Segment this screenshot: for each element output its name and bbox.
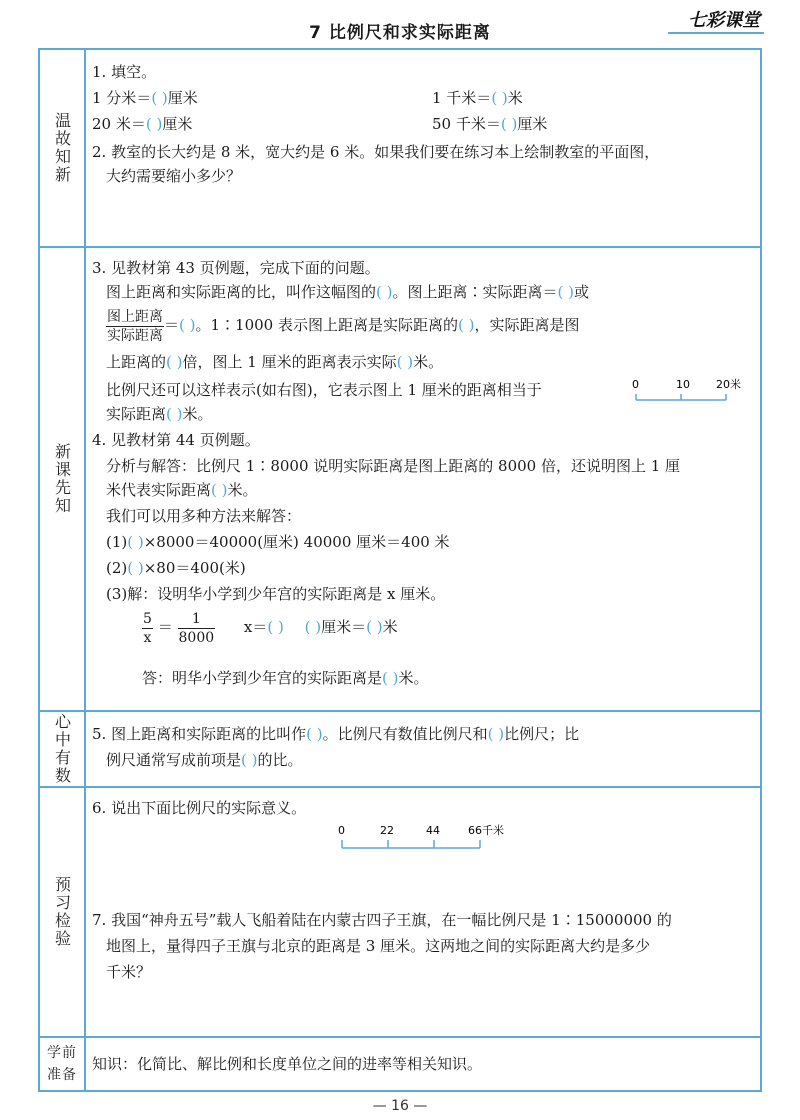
blank[interactable]: ( ) xyxy=(151,89,168,107)
scale1-label-0: 0 xyxy=(632,378,639,391)
fraction-1-over-8000: $\frac{1}{8000}$ xyxy=(178,610,215,646)
section-prep xyxy=(40,1038,760,1090)
blank[interactable]: ( ) xyxy=(127,533,144,551)
scale2-label-0: 0 xyxy=(338,824,345,837)
section-learn xyxy=(40,248,760,712)
q6: 6. 说出下面比例尺的实际意义。 xyxy=(92,799,307,817)
q4-method2: (2)( )×80＝400(米) xyxy=(106,559,246,577)
brand-logo: 七彩课堂 xyxy=(688,10,760,31)
section-label-prep: 学前准备 xyxy=(40,1038,86,1090)
scale1-label-10: 10 xyxy=(676,378,690,391)
q1-c: 20 米＝( )厘米 xyxy=(92,115,193,133)
q4-line3: 米代表实际距离( )米。 xyxy=(106,481,258,499)
page-title: 7 比例尺和求实际距离 xyxy=(309,23,491,43)
blank[interactable]: ( ) xyxy=(179,316,196,334)
q4-answer: 答：明华小学到少年宫的实际距离是( )米。 xyxy=(142,669,429,687)
prep-content xyxy=(92,1038,754,1090)
page-number: — 16 — xyxy=(372,1098,428,1114)
q3-line4: 上距离的( )倍，图上 1 厘米的距离表示实际( )米。 xyxy=(106,353,444,371)
q5-line2: 例尺通常写成前项是( )的比。 xyxy=(106,751,303,769)
q2-line2: 大约需要缩小多少？ xyxy=(106,167,242,185)
blank[interactable]: ( ) xyxy=(267,618,284,636)
blank[interactable]: ( ) xyxy=(491,89,508,107)
scale2-label-22: 22 xyxy=(380,824,394,837)
q7-line2: 地图上，量得四子王旗与北京的距离是 3 厘米。这两地之间的实际距离大约是多少 xyxy=(106,937,651,955)
q2-line1: 2. 教室的长大约是 8 米，宽大约是 6 米。如果我们要在练习本上绘制教室的平面图， xyxy=(92,143,660,161)
blank[interactable]: ( ) xyxy=(166,405,183,423)
brand-underline xyxy=(668,32,764,34)
scale2-label-66: 66千米 xyxy=(468,824,504,837)
fraction-map-over-actual: $\frac{\text{图上距离}}{\text{实际距离}}$ xyxy=(107,308,163,344)
blank[interactable]: ( ) xyxy=(306,725,323,743)
q4-equation: $\frac{5}{x}$ ＝ $\frac{1}{8000}$ x＝( ) ( )厘米＝( )米 xyxy=(143,610,398,646)
q3-line2: 图上距离和实际距离的比，叫作这幅图的( )。图上距离∶实际距离＝( )或 xyxy=(106,283,590,301)
section-label-mind: 心中有数 xyxy=(40,712,86,786)
q1-b: 1 千米＝( )米 xyxy=(432,89,523,107)
section-review xyxy=(40,50,760,248)
q4-method3: (3)解：设明华小学到少年宫的实际距离是 x 厘米。 xyxy=(106,585,446,603)
blank[interactable]: ( ) xyxy=(145,115,163,133)
preview-content xyxy=(92,788,754,1036)
worksheet-frame xyxy=(38,48,762,1092)
scale2-label-44: 44 xyxy=(426,824,440,837)
blank[interactable]: ( ) xyxy=(500,115,518,133)
section-label-preview: 预习检验 xyxy=(40,788,86,1036)
q4-line2: 分析与解答：比例尺 1∶8000 说明实际距离是图上距离的 8000 倍，还说明图上 1 厘 xyxy=(106,457,681,475)
blank[interactable]: ( ) xyxy=(304,618,322,636)
q4-method1: (1)( )×8000＝40000(厘米) 40000 厘米＝400 米 xyxy=(106,533,450,551)
q3-line3: $\frac{\text{图上距离}}{\text{实际距离}}$ ＝( )。1∶1000 表示图上距离是实际距离的( )，实际距离是图 xyxy=(107,308,580,344)
blank[interactable]: ( ) xyxy=(127,559,144,577)
q5-line1: 5. 图上距离和实际距离的比叫作( )。比例尺有数值比例尺和( )比例尺；比 xyxy=(92,725,580,743)
blank[interactable]: ( ) xyxy=(487,725,505,743)
scale1-label-20: 20米 xyxy=(716,378,741,391)
scale-bar-2 xyxy=(338,822,538,858)
mind-content xyxy=(92,712,754,786)
section-label-learn: 新课先知 xyxy=(40,248,86,710)
q4-line4: 我们可以用多种方法来解答： xyxy=(106,507,302,525)
blank[interactable]: ( ) xyxy=(376,283,393,301)
section-preview xyxy=(40,788,760,1038)
fraction-5-over-x: $\frac{5}{x}$ xyxy=(143,610,152,646)
q7-line3: 千米？ xyxy=(106,963,152,981)
q1-d: 50 千米＝( )厘米 xyxy=(432,115,548,133)
review-content xyxy=(92,50,754,246)
blank[interactable]: ( ) xyxy=(557,283,574,301)
section-label-review: 温故知新 xyxy=(40,50,86,246)
q3-line5: 比例尺还可以这样表示(如右图)，它表示图上 1 厘米的距离相当于 xyxy=(106,381,542,399)
q1-a: 1 分米＝( )厘米 xyxy=(92,89,198,107)
blank[interactable]: ( ) xyxy=(366,618,383,636)
q3-line1: 3. 见教材第 43 页例题，完成下面的问题。 xyxy=(92,259,380,277)
q7-line1: 7. 我国“神舟五号”载人飞船着陆在内蒙古四子王旗，在一幅比例尺是 1∶15000000 的 xyxy=(92,911,672,929)
blank[interactable]: ( ) xyxy=(241,751,258,769)
blank[interactable]: ( ) xyxy=(382,669,399,687)
q3-line6: 实际距离( )米。 xyxy=(106,405,213,423)
blank[interactable]: ( ) xyxy=(166,353,183,371)
blank[interactable]: ( ) xyxy=(396,353,414,371)
blank[interactable]: ( ) xyxy=(458,316,475,334)
q4-line1: 4. 见教材第 44 页例题。 xyxy=(92,431,260,449)
learn-content xyxy=(92,248,754,710)
scale-bar-1 xyxy=(632,374,762,408)
prep-text: 知识：化简比、解比例和长度单位之间的进率等相关知识。 xyxy=(92,1055,483,1073)
q1-title: 1. 填空。 xyxy=(92,63,157,81)
blank[interactable]: ( ) xyxy=(211,481,228,499)
section-mind xyxy=(40,712,760,788)
